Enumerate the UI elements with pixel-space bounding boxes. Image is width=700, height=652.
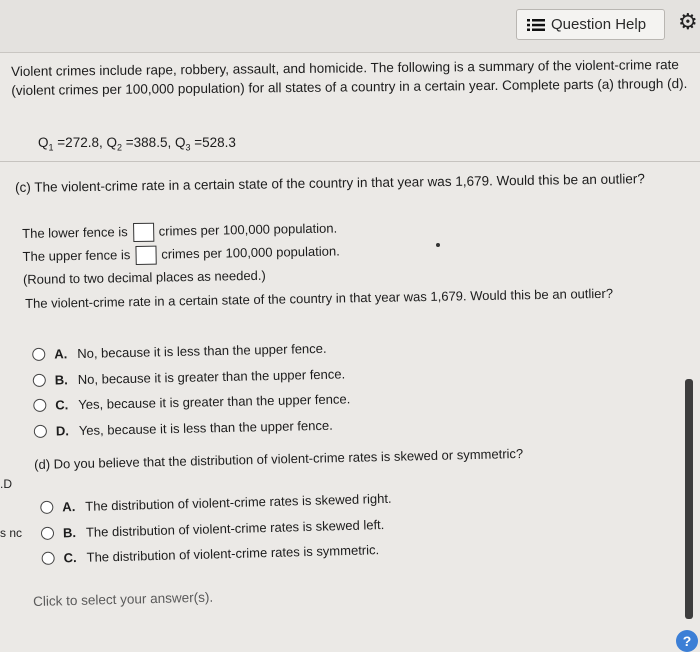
option-c-d[interactable]	[34, 412, 351, 444]
radio-button[interactable]	[34, 424, 47, 437]
skew-options	[40, 486, 393, 572]
upper-fence-label: The upper fence is	[22, 247, 131, 264]
round-note: (Round to two decimal places as needed.)	[22, 267, 266, 287]
bullet-dot	[436, 243, 440, 247]
radio-button[interactable]	[33, 373, 46, 386]
question-help-button[interactable]	[516, 9, 665, 40]
q1-sub: 1	[48, 142, 54, 153]
outlier-options	[32, 335, 351, 444]
radio-button[interactable]	[41, 526, 54, 539]
q3-label: Q	[174, 135, 186, 150]
option-text: Yes, because it is greater than the upper fence.	[78, 391, 351, 413]
upper-fence-input[interactable]	[135, 246, 156, 265]
option-letter: B.	[62, 524, 77, 541]
radio-button[interactable]	[41, 552, 54, 565]
q1-label: Q	[38, 135, 49, 150]
part-c-prompt: (c) The violent-crime rate in a certain state of the country in that year was 1,679. Would this be an outlier?	[15, 171, 645, 195]
left-edge-fragment: .D	[0, 477, 12, 491]
q3-sub: 3	[185, 142, 191, 153]
click-hint: Click to select your answer(s).	[33, 589, 214, 609]
q1-value: =272.8,	[57, 135, 103, 150]
q2-label: Q	[106, 135, 117, 150]
option-text: The distribution of violent-crime rates is skewed right.	[85, 491, 392, 515]
quartile-values	[38, 135, 236, 153]
q2-value: =388.5,	[125, 135, 172, 150]
option-letter: B.	[54, 372, 68, 388]
left-edge-fragment: s nc	[0, 526, 23, 540]
section-divider	[0, 161, 700, 162]
option-text: No, because it is less than the upper fence.	[77, 341, 327, 362]
option-letter: C.	[63, 550, 77, 566]
option-letter: C.	[55, 397, 69, 413]
option-letter: A.	[54, 346, 68, 362]
option-text: The distribution of violent-crime rates is skewed left.	[85, 516, 385, 540]
q3-value: =528.3	[194, 135, 236, 150]
top-toolbar	[0, 0, 700, 53]
radio-button[interactable]	[40, 501, 53, 514]
option-letter: A.	[62, 499, 76, 515]
radio-button[interactable]	[33, 399, 46, 412]
question-content	[0, 52, 700, 649]
question-help-label: Question Help	[551, 16, 647, 33]
help-icon[interactable]: ?	[676, 630, 698, 652]
list-icon	[527, 18, 545, 32]
problem-intro: Violent crimes include rape, robbery, assault, and homicide. The following is a summary of the violent-crime rate (violent crimes per 100,000 population) for all states of a country in a certain year. Complete parts (a) through (d).	[11, 57, 688, 98]
option-text: Yes, because it is less than the upper fence.	[78, 417, 333, 438]
option-text: No, because it is greater than the upper fence.	[77, 366, 346, 387]
lower-fence-input[interactable]	[133, 223, 154, 242]
lower-fence-label: The lower fence is	[22, 224, 128, 241]
vertical-scrollbar[interactable]	[685, 379, 693, 619]
fence-inputs	[22, 216, 340, 291]
q2-sub: 2	[117, 142, 123, 153]
option-text: The distribution of violent-crime rates is symmetric.	[86, 542, 380, 566]
upper-fence-suffix: crimes per 100,000 population.	[161, 243, 340, 262]
radio-button[interactable]	[32, 348, 45, 361]
part-d-prompt: (d) Do you believe that the distribution of violent-crime rates is skewed or symmetric?	[34, 445, 524, 472]
gear-icon[interactable]: ⚙	[678, 9, 698, 34]
option-letter: D.	[55, 422, 70, 439]
lower-fence-suffix: crimes per 100,000 population.	[158, 220, 338, 239]
outlier-question: The violent-crime rate in a certain state of the country in that year was 1,679. Would this be an outlier?	[25, 285, 614, 311]
